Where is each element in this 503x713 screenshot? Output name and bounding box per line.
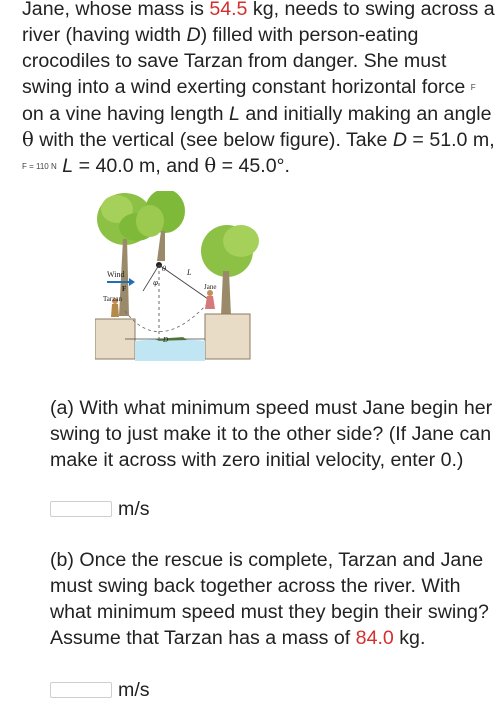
vine-length-variable: L — [62, 154, 74, 177]
answer-a-unit: m/s — [118, 497, 150, 520]
river — [135, 339, 205, 361]
tarzan-label: Tarzan — [103, 295, 122, 303]
intro-text: kg, needs to swing across a river (having width — [22, 0, 495, 46]
river-width-variable: D — [186, 24, 201, 46]
river-width-label: D — [163, 336, 169, 344]
intro-text: = 40.0 m, and — [73, 154, 205, 177]
tarzan-mass-value: 84.0 — [355, 627, 394, 649]
phi-label: φ — [153, 279, 158, 287]
force-symbol: F — [470, 82, 476, 92]
answer-b-input[interactable] — [50, 682, 112, 698]
intro-text: with the vertical (see below figure). Take — [33, 128, 393, 151]
theta-label: θ — [162, 265, 167, 273]
jane-icon — [205, 290, 215, 309]
wind-arrowhead-icon — [129, 278, 135, 286]
jane-label: Jane — [204, 283, 217, 291]
vine-length-label: L — [187, 268, 192, 277]
intro-text: = 45.0°. — [216, 154, 290, 177]
vine-left — [143, 265, 159, 291]
wind-label: Wind — [107, 270, 125, 279]
answer-row-b — [50, 679, 150, 701]
answer-b-unit: m/s — [118, 678, 150, 701]
intro-text: on a vine having length — [22, 102, 229, 125]
river-width-variable: D — [392, 128, 407, 151]
swing-arc — [125, 303, 208, 332]
question-b-tail: kg. — [393, 627, 426, 649]
problem-statement — [22, 0, 500, 180]
theta-symbol: θ — [22, 127, 34, 151]
intro-text: ) filled with person-eating crocodiles to save Tarzan from danger. She must swing into a wind exerting constant horizontal force — [22, 24, 471, 98]
question-a-text: (a) With what minimum speed must Jane begin her swing to just make it to the other side? (If Jane can make it across with zero initial velocity, enter 0.) — [50, 397, 493, 471]
figure-svg — [95, 191, 295, 376]
force-label: F — [122, 285, 127, 293]
answer-a-input[interactable] — [50, 501, 112, 517]
jane-mass-value: 54.5 — [209, 0, 248, 20]
intro-text: = 51.0 m, — [406, 128, 495, 151]
answer-row-a — [50, 498, 150, 520]
right-bank — [205, 314, 250, 359]
question-b-body: (b) Once the rescue is complete, Tarzan and Jane must swing back together across the river. With what minimum speed must they begin their swing? Assume that Tarzan has a mass of — [50, 549, 489, 649]
vine-line — [159, 265, 208, 299]
intro-text: and initially making an angle — [239, 102, 492, 125]
tarzan-swing-figure — [95, 191, 295, 376]
theta-symbol: θ — [204, 153, 217, 177]
intro-text: Jane, whose mass is — [22, 0, 210, 20]
question-b-text — [50, 547, 498, 651]
vine-length-variable: L — [228, 102, 240, 125]
force-value: F = 110 N — [22, 161, 57, 171]
